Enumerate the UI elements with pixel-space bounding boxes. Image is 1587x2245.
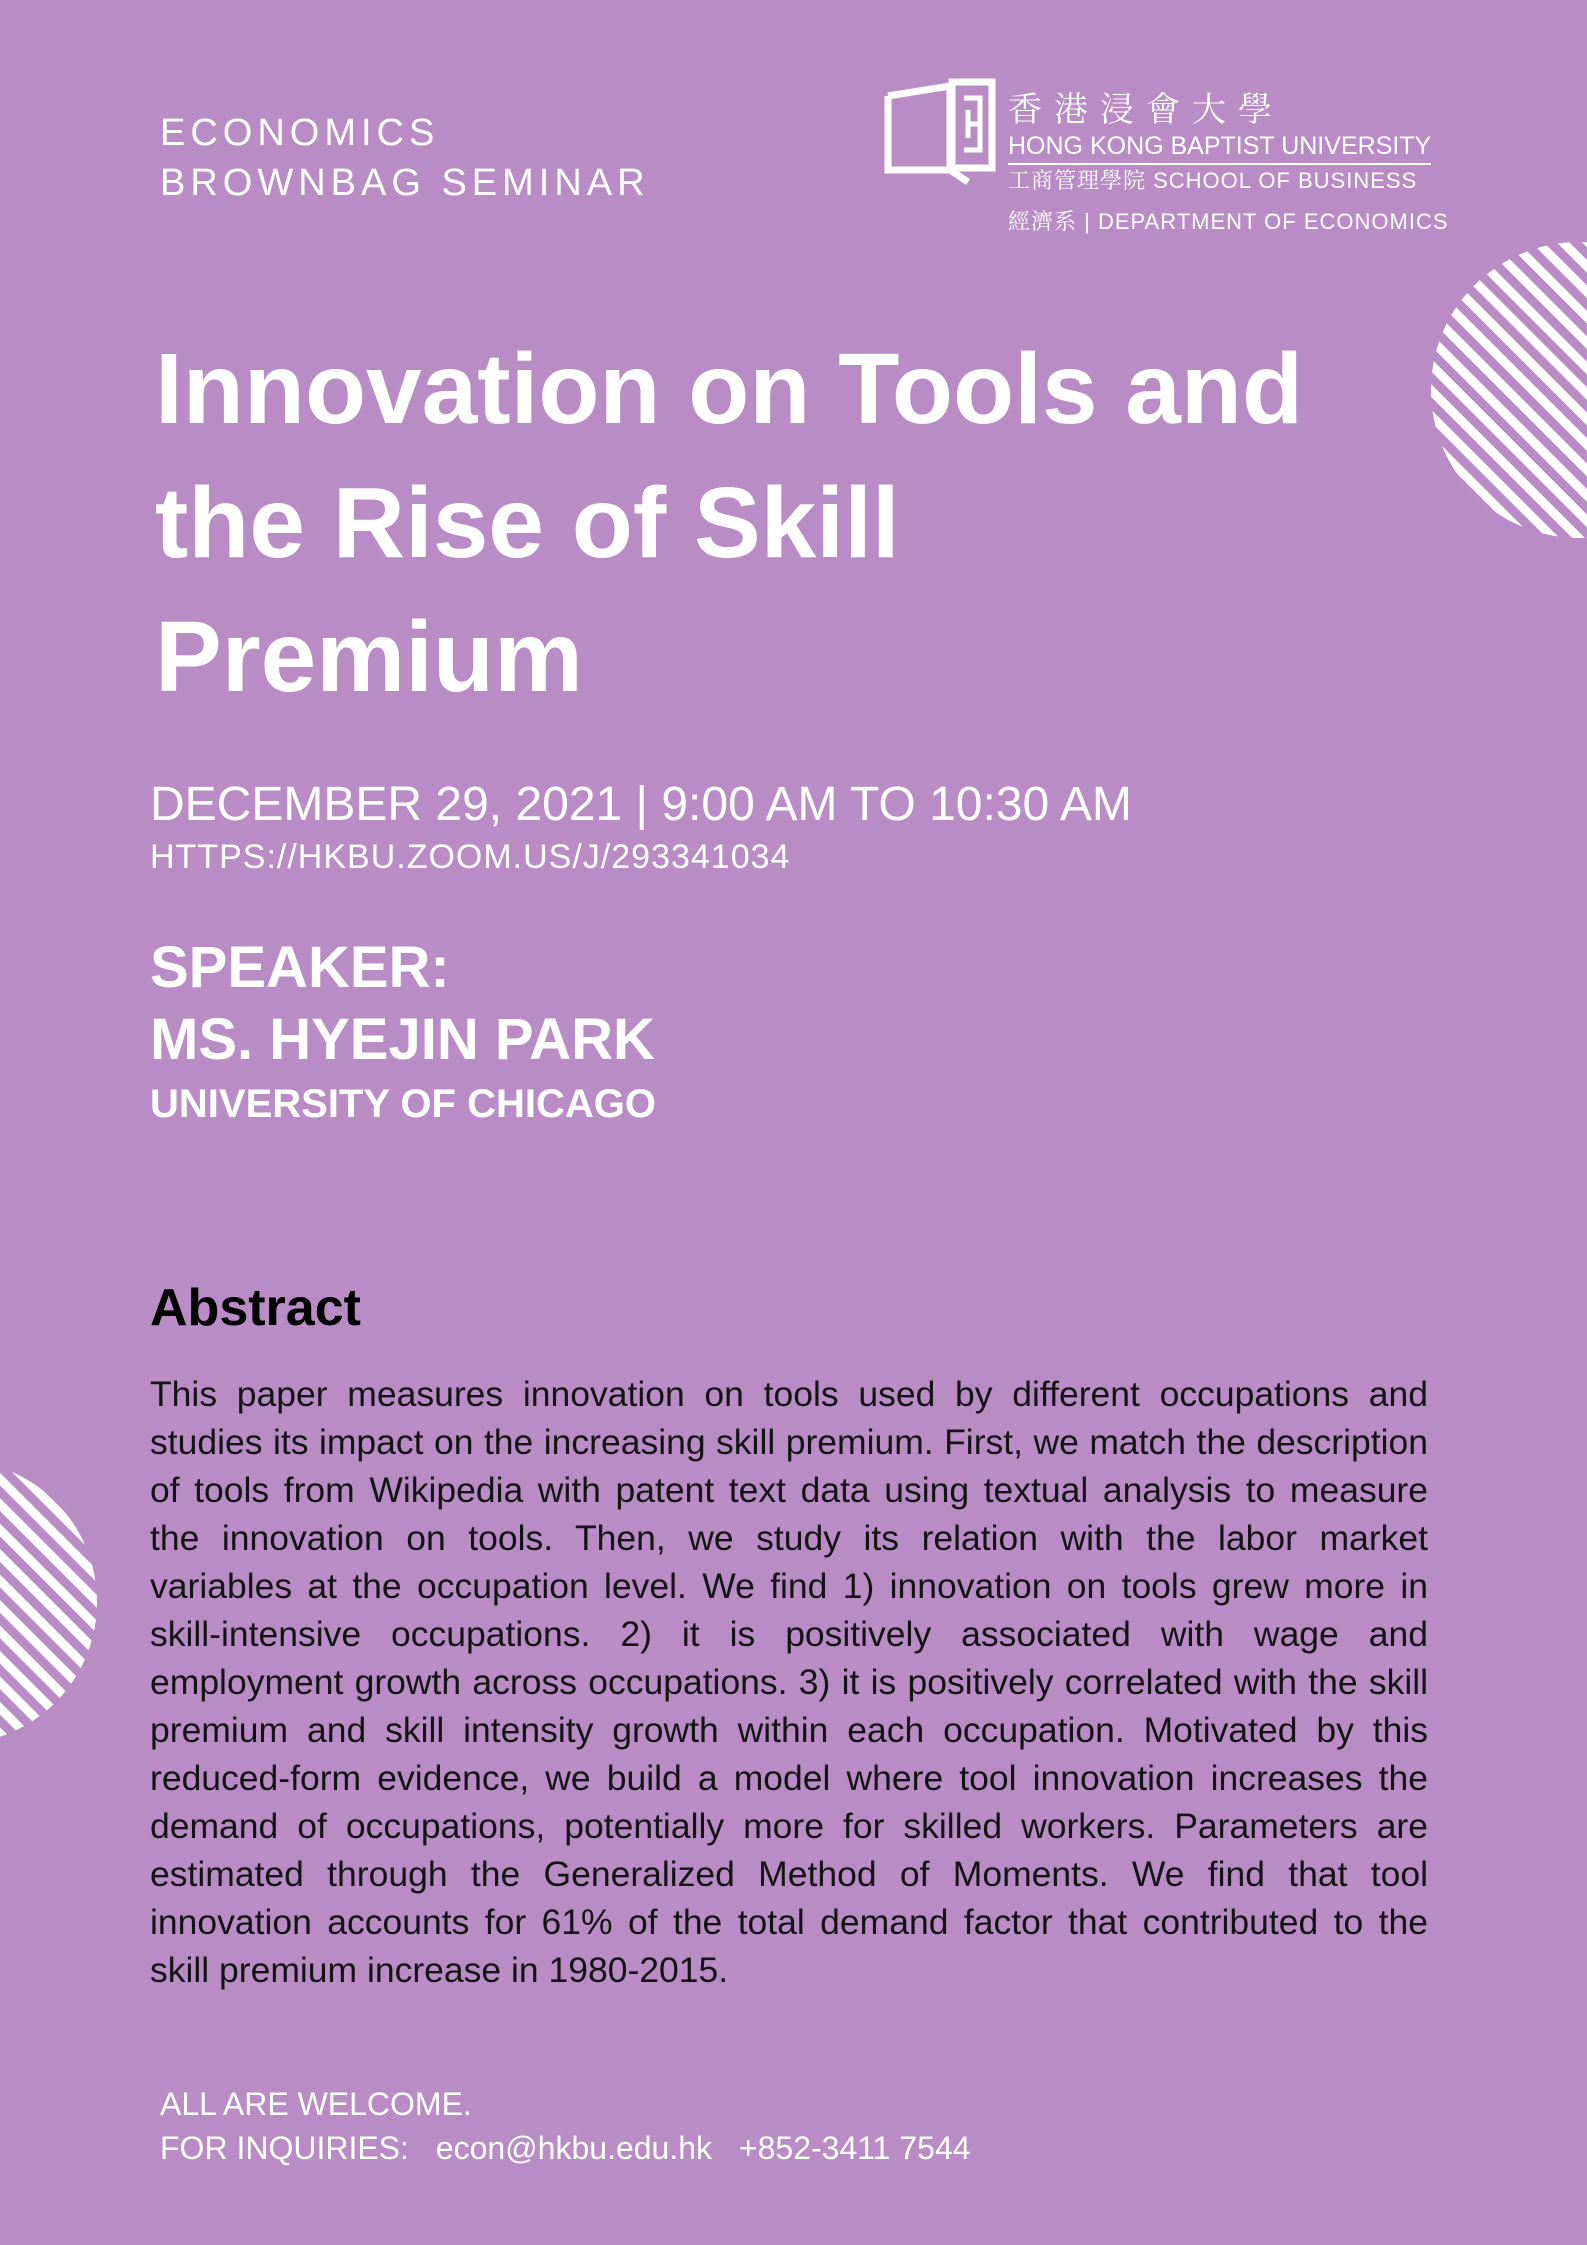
footer xyxy=(160,2082,971,2170)
seminar-series-title xyxy=(160,108,650,208)
abstract-body: This paper measures innovation on tools used by different occupations and studies its impact on the increasing skill premium. First, we match the description of tools from Wikipedia with patent text data using textual analysis to measure the innovation on tools. Then, we study its relation with the labor market variables at the occupation level. We find 1) innovation on tools grew more in skill-intensive occupations. 2) it is positively associated with wage and employment growth across occupations. 3) it is positively correlated with the skill premium and skill intensity growth within each occupation. Motivated by this reduced-form evidence, we build a model where tool innovation increases the demand of occupations, potentially more for skilled workers. Parameters are estimated through the Generalized Method of Moments. We find that tool innovation accounts for 61% of the total demand factor that contributed to the skill premium increase in 1980-2015. xyxy=(150,1374,1428,1990)
hkbu-logo-mark-icon xyxy=(880,78,1000,188)
speaker-block xyxy=(150,932,656,1132)
striped-circle-decoration-top xyxy=(1427,240,1587,540)
striped-circle-decoration-left xyxy=(0,1460,100,1745)
inquiries-label: FOR INQUIRIES: xyxy=(160,2130,409,2166)
university-logo xyxy=(880,78,1449,248)
speaker-name: MS. HYEJIN PARK xyxy=(150,1007,655,1072)
event-date-time: DECEMBER 29, 2021 | 9:00 AM TO 10:30 AM xyxy=(150,778,1132,831)
series-line-1: ECONOMICS xyxy=(160,112,440,154)
contact-email[interactable]: econ@hkbu.edu.hk xyxy=(435,2130,713,2166)
event-details xyxy=(150,775,1132,879)
series-line-2: BROWNBAG SEMINAR xyxy=(160,162,650,204)
inquiries-line xyxy=(160,2126,971,2170)
zoom-link[interactable]: HTTPS://HKBU.ZOOM.US/J/293341034 xyxy=(150,838,791,876)
contact-phone[interactable]: +852-3411 7544 xyxy=(738,2130,971,2166)
speaker-affiliation: UNIVERSITY OF CHICAGO xyxy=(150,1082,656,1126)
welcome-text: ALL ARE WELCOME. xyxy=(160,2086,472,2122)
abstract-heading: Abstract xyxy=(150,1279,361,1337)
logo-department-name: 經濟系 | DEPARTMENT OF ECONOMICS xyxy=(1008,209,1449,234)
logo-school-name: 工商管理學院 SCHOOL OF BUSINESS xyxy=(1008,168,1418,193)
logo-chinese-name: 香港浸會大學 xyxy=(1008,91,1284,129)
speaker-heading: SPEAKER: xyxy=(150,935,450,1000)
seminar-title: Innovation on Tools and the Rise of Skill Premium xyxy=(155,333,1304,713)
logo-english-name: HONG KONG BAPTIST UNIVERSITY xyxy=(1008,130,1431,165)
